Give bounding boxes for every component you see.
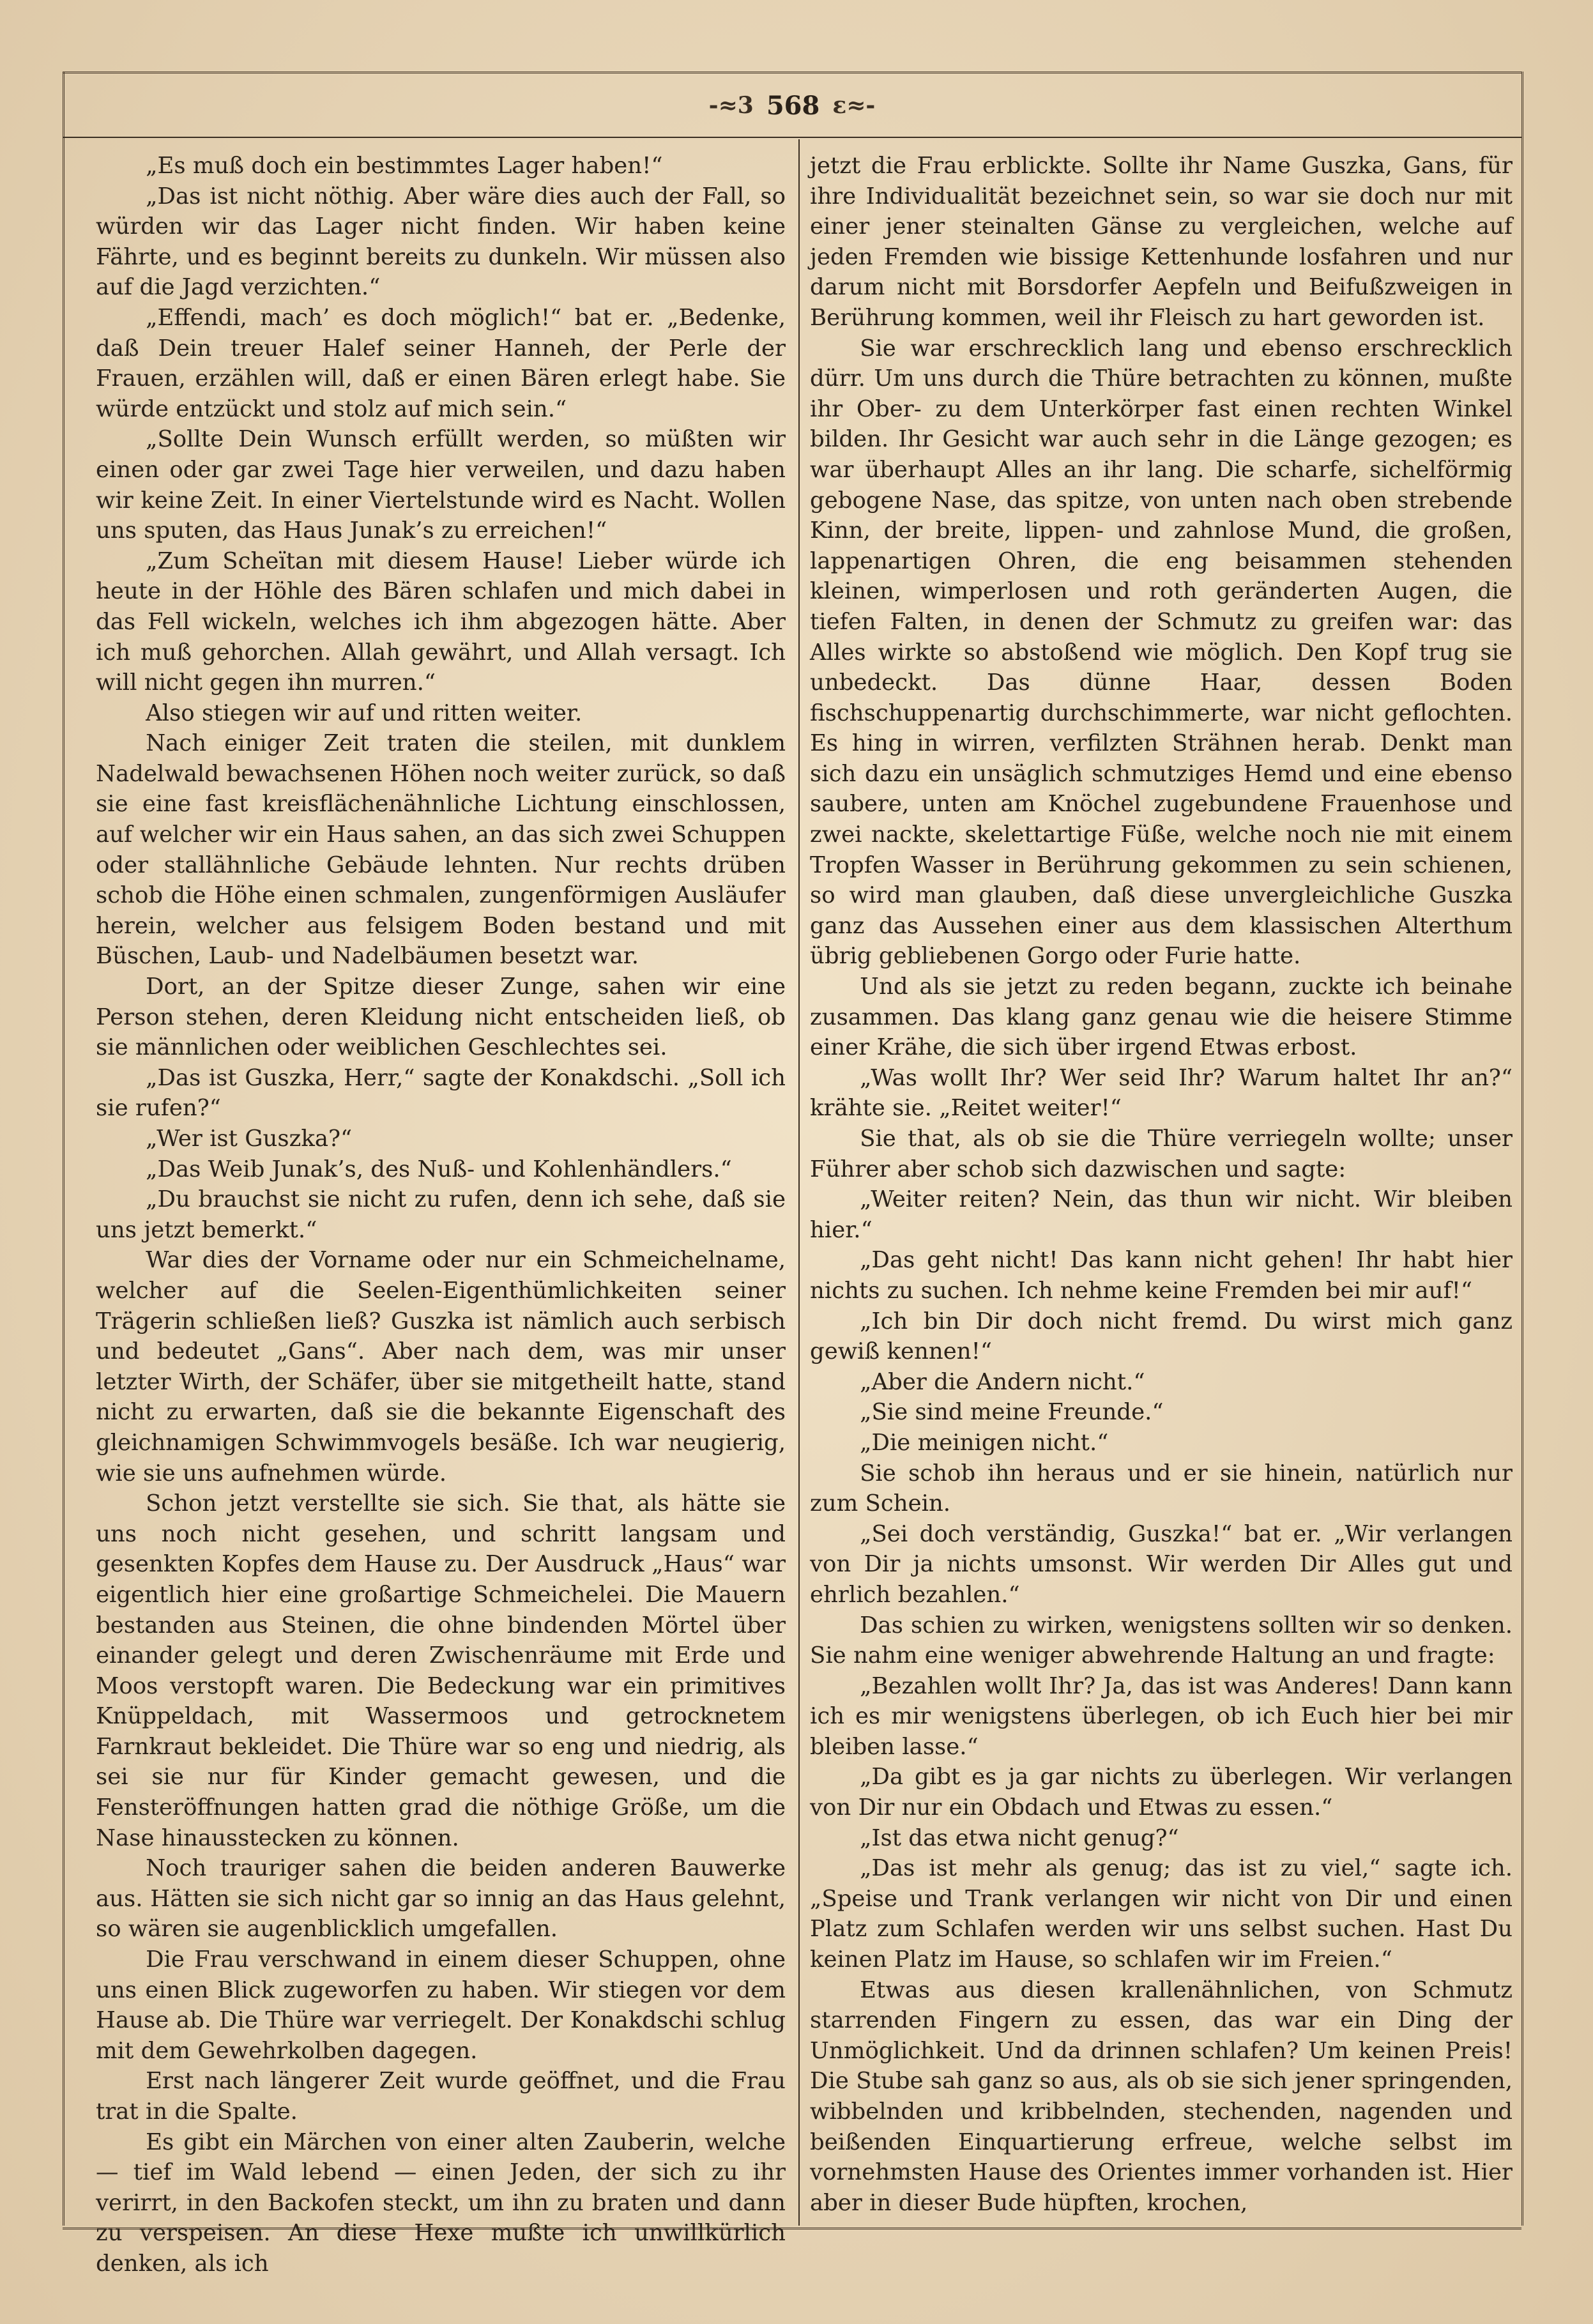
left-border-rule <box>63 72 65 2226</box>
paragraph: Sie war erschrecklich lang und ebenso erschrecklich dürr. Um uns durch die Thüre betrachten zu können, mußte ihr Ober- zu dem Unterkörper fast einen rechten Winkel bilden. Ihr Gesicht war auch sehr in die Länge gezogen; es war überhaupt Alles an ihr lang. Die scharfe, sichelförmig gebogene Nase, das spitze, von unten nach oben strebende Kinn, der breite, lippen- und zahnlose Mund, die großen, lappenartigen Ohren, die eng beisammen stehenden kleinen, wimperlosen und roth geränderten Augen, die tiefen Falten, in denen der Schmutz zu greifen war: das Alles wirkte so abstoßend wie möglich. Den Kopf trug sie unbedeckt. Das dünne Haar, dessen Boden fischschuppenartig durchschimmerte, war nicht geflochten. Es hing in wirren, verfilzten Strähnen herab. Denkt man sich dazu ein unsäglich schmutziges Hemd und eine ebenso saubere, unten am Knöchel zugebundene Frauenhose und zwei nackte, skelettartige Füße, welche noch nie mit einem Tropfen Wasser in Berührung gekommen zu sein schienen, so wird man glauben, daß diese unvergleichliche Guszka ganz das Aussehen einer aus dem klassischen Alterthum übrig gebliebenen Gorgo oder Furie hatte. <box>810 335 1513 970</box>
paragraph: „Das ist Guszka, Herr,“ sagte der Konakdschi. „Soll ich sie rufen?“ <box>96 1064 786 1122</box>
paragraph: Die Frau verschwand in einem dieser Schuppen, ohne uns einen Blick zugeworfen zu haben. Wir stiegen vor dem Hause ab. Die Thüre war verriegelt. Der Konakdschi schlug mit dem Gewehrkolben dagegen. <box>96 1946 786 2064</box>
paragraph: War dies der Vorname oder nur ein Schmeichelname, welcher auf die Seelen-Eigenthümlichkeiten seiner Trägerin schließen ließ? Guszka ist nämlich auch serbisch und bedeutet „Gans“. Aber nach dem, was mir unser letzter Wirth, der Schäfer, über sie mitgetheilt hatte, stand nicht zu erwarten, daß sie die bekannte Eigenschaft des gleichnamigen Schwimmvogels besäße. Ich war neugierig, wie sie uns aufnehmen würde. <box>96 1247 786 1487</box>
paragraph: „Weiter reiten? Nein, das thun wir nicht. Wir bleiben hier.“ <box>810 1186 1513 1243</box>
paragraph: „Aber die Andern nicht.“ <box>860 1368 1145 1395</box>
paragraph: „Ist das etwa nicht genug?“ <box>860 1824 1179 1851</box>
paragraph: Nach einiger Zeit traten die steilen, mit dunklem Nadelwald bewachsenen Höhen noch weiter zurück, so daß sie eine fast kreisflächenähnliche Lichtung einschlossen, auf welcher wir ein Haus sahen, an das sich zwei Schuppen oder stallähnliche Gebäude lehnten. Nur rechts drüben schob die Höhe einen schmalen, zungenförmigen Ausläufer herein, welcher aus felsigem Boden bestand und mit Büschen, Laub- und Nadelbäumen besetzt war. <box>96 730 786 970</box>
page-number: 568 <box>766 90 820 121</box>
paragraph: Etwas aus diesen krallenähnlichen, von Schmutz starrenden Fingern zu essen, das war ein Ding der Unmöglichkeit. Und da drinnen schlafen? Um keinen Preis! Die Stube sah ganz so aus, als ob sie sich jener springenden, wibbelnden und kribbelnden, stechenden, nagenden und beißenden Einquartierung erfreue, welche selbst im vornehmsten Hause des Orientes immer vorhanden ist. Hier aber in dieser Bude hüpften, krochen, <box>810 1976 1513 2216</box>
paragraph: Und als sie jetzt zu reden begann, zuckte ich beinahe zusammen. Das klang ganz genau wie die heisere Stimme einer Krähe, die sich über irgend Etwas erbost. <box>810 974 1513 1061</box>
paragraph: „Du brauchst sie nicht zu rufen, denn ich sehe, daß sie uns jetzt bemerkt.“ <box>96 1186 786 1243</box>
paragraph: „Es muß doch ein bestimmtes Lager haben!“ <box>146 153 663 179</box>
paragraph: „Was wollt Ihr? Wer seid Ihr? Warum haltet Ihr an?“ krähte sie. „Reitet weiter!“ <box>810 1064 1513 1122</box>
paragraph: „Das geht nicht! Das kann nicht gehen! Ihr habt hier nichts zu suchen. Ich nehme keine Fremden bei mir auf!“ <box>810 1247 1513 1304</box>
paragraph: „Das ist nicht nöthig. Aber wäre dies auch der Fall, so würden wir das Lager nicht finden. Wir haben keine Fährte, und es beginnt bereits zu dunkeln. Wir müssen also auf die Jagd verzichten.“ <box>96 183 786 301</box>
paragraph: „Da gibt es ja gar nichts zu überlegen. Wir verlangen von Dir nur ein Obdach und Etwas zu essen.“ <box>810 1764 1513 1821</box>
paragraph: Schon jetzt verstellte sie sich. Sie that, als hätte sie uns noch nicht gesehen, und schritt langsam und gesenkten Kopfes dem Hause zu. Der Ausdruck „Haus“ war eigentlich hier eine großartige Schmeichelei. Die Mauern bestanden aus Steinen, die ohne bindenden Mörtel über einander gelegt und deren Zwischenräume mit Erde und Moos verstopft waren. Die Bedeckung war ein primitives Knüppeldach, mit Wassermoos und getrocknetem Farnkraut bekleidet. Die Thüre war so eng und niedrig, als sei sie nur für Kinder gemacht gewesen, und die Fensteröffnungen hatten grad die nöthige Größe, um die Nase hinausstecken zu können. <box>96 1490 786 1851</box>
right-text-column <box>810 151 1513 2216</box>
column-divider <box>798 139 800 2226</box>
paragraph: „Ich bin Dir doch nicht fremd. Du wirst mich ganz gewiß kennen!“ <box>810 1308 1513 1365</box>
paragraph: „Bezahlen wollt Ihr? Ja, das ist was Anderes! Dann kann ich es mir wenigstens überlegen, ob ich Euch hier bei mir bleiben lasse.“ <box>810 1672 1513 1760</box>
paragraph: „Sollte Dein Wunsch erfüllt werden, so müßten wir einen oder gar zwei Tage hier verweilen, und dazu haben wir keine Zeit. In einer Viertelstunde wird es Nacht. Wollen uns sputen, das Haus Junak’s zu erreichen!“ <box>96 426 786 544</box>
paragraph: jetzt die Frau erblickte. Sollte ihr Name Guszka, Gans, für ihre Individualität bezeichnet sein, so war sie doch nur mit einer jener steinalten Gänse zu vergleichen, welche auf jeden Fremden wie bissige Kettenhunde losfahren und nur darum nicht mit Borsdorfer Aepfeln und Beifußzweigen in Berührung kommen, weil ihr Fleisch zu hart geworden ist. <box>810 153 1513 331</box>
paragraph: Sie schob ihn heraus und er sie hinein, natürlich nur zum Schein. <box>810 1460 1513 1517</box>
paragraph: Noch trauriger sahen die beiden anderen Bauwerke aus. Hätten sie sich nicht gar so innig an das Haus gelehnt, so wären sie augenblicklich umgefallen. <box>96 1855 786 1943</box>
ornament-right-icon: ε≈- <box>832 92 876 119</box>
paragraph: „Zum Scheïtan mit diesem Hause! Lieber würde ich heute in der Höhle des Bären schlafen und mich dabei in das Fell wickeln, welches ich ihm abgezogen hätte. Aber ich muß gehorchen. Allah gewährt, und Allah versagt. Ich will nicht gegen ihn murren.“ <box>96 547 786 696</box>
paragraph: „Das Weib Junak’s, des Nuß- und Kohlenhändlers.“ <box>146 1156 732 1182</box>
paragraph: Sie that, als ob sie die Thüre verriegeln wollte; unser Führer aber schob sich dazwischen und sagte: <box>810 1126 1513 1182</box>
paragraph: „Das ist mehr als genug; das ist zu viel,“ sagte ich. „Speise und Trank verlangen wir nicht von Dir und einen Platz zum Schlafen werden wir uns selbst suchen. Hast Du keinen Platz im Hause, so schlafen wir im Freien.“ <box>810 1855 1513 1973</box>
ornament-left-icon: -≈3 <box>708 92 754 119</box>
left-text-column <box>96 151 786 2277</box>
paragraph: „Sei doch verständig, Guszka!“ bat er. „Wir verlangen von Dir ja nichts umsonst. Wir werden Dir Alles gut und ehrlich bezahlen.“ <box>810 1520 1513 1608</box>
paragraph: Es gibt ein Märchen von einer alten Zauberin, welche — tief im Wald lebend — einen Jeden, der sich zu ihr verirrt, in den Backofen steckt, um ihn zu braten und dann zu verspeisen. An diese Hexe mußte ich unwillkürlich denken, als ich <box>96 2129 786 2277</box>
page-header <box>63 89 1521 121</box>
paragraph: Dort, an der Spitze dieser Zunge, sahen wir eine Person stehen, deren Kleidung nicht entscheiden ließ, ob sie männlichen oder weiblichen Geschlechtes sei. <box>96 974 786 1061</box>
paragraph: „Die meinigen nicht.“ <box>860 1429 1109 1456</box>
header-rule <box>63 137 1521 138</box>
paragraph: Erst nach längerer Zeit wurde geöffnet, und die Frau trat in die Spalte. <box>96 2068 786 2125</box>
right-border-rule <box>1521 72 1523 2226</box>
paragraph: Das schien zu wirken, wenigstens sollten wir so denken. Sie nahm eine weniger abwehrende Haltung an und fragte: <box>810 1612 1513 1669</box>
paragraph: „Wer ist Guszka?“ <box>146 1126 353 1152</box>
paragraph: „Sie sind meine Freunde.“ <box>860 1399 1164 1426</box>
paragraph: Also stiegen wir auf und ritten weiter. <box>146 699 583 726</box>
paragraph: „Effendi, mach’ es doch möglich!“ bat er. „Bedenke, daß Dein treuer Halef seiner Hanneh, der Perle der Frauen, erzählen will, daß er einen Bären erlegt habe. Sie würde entzückt und stolz auf mich sein.“ <box>96 304 786 422</box>
